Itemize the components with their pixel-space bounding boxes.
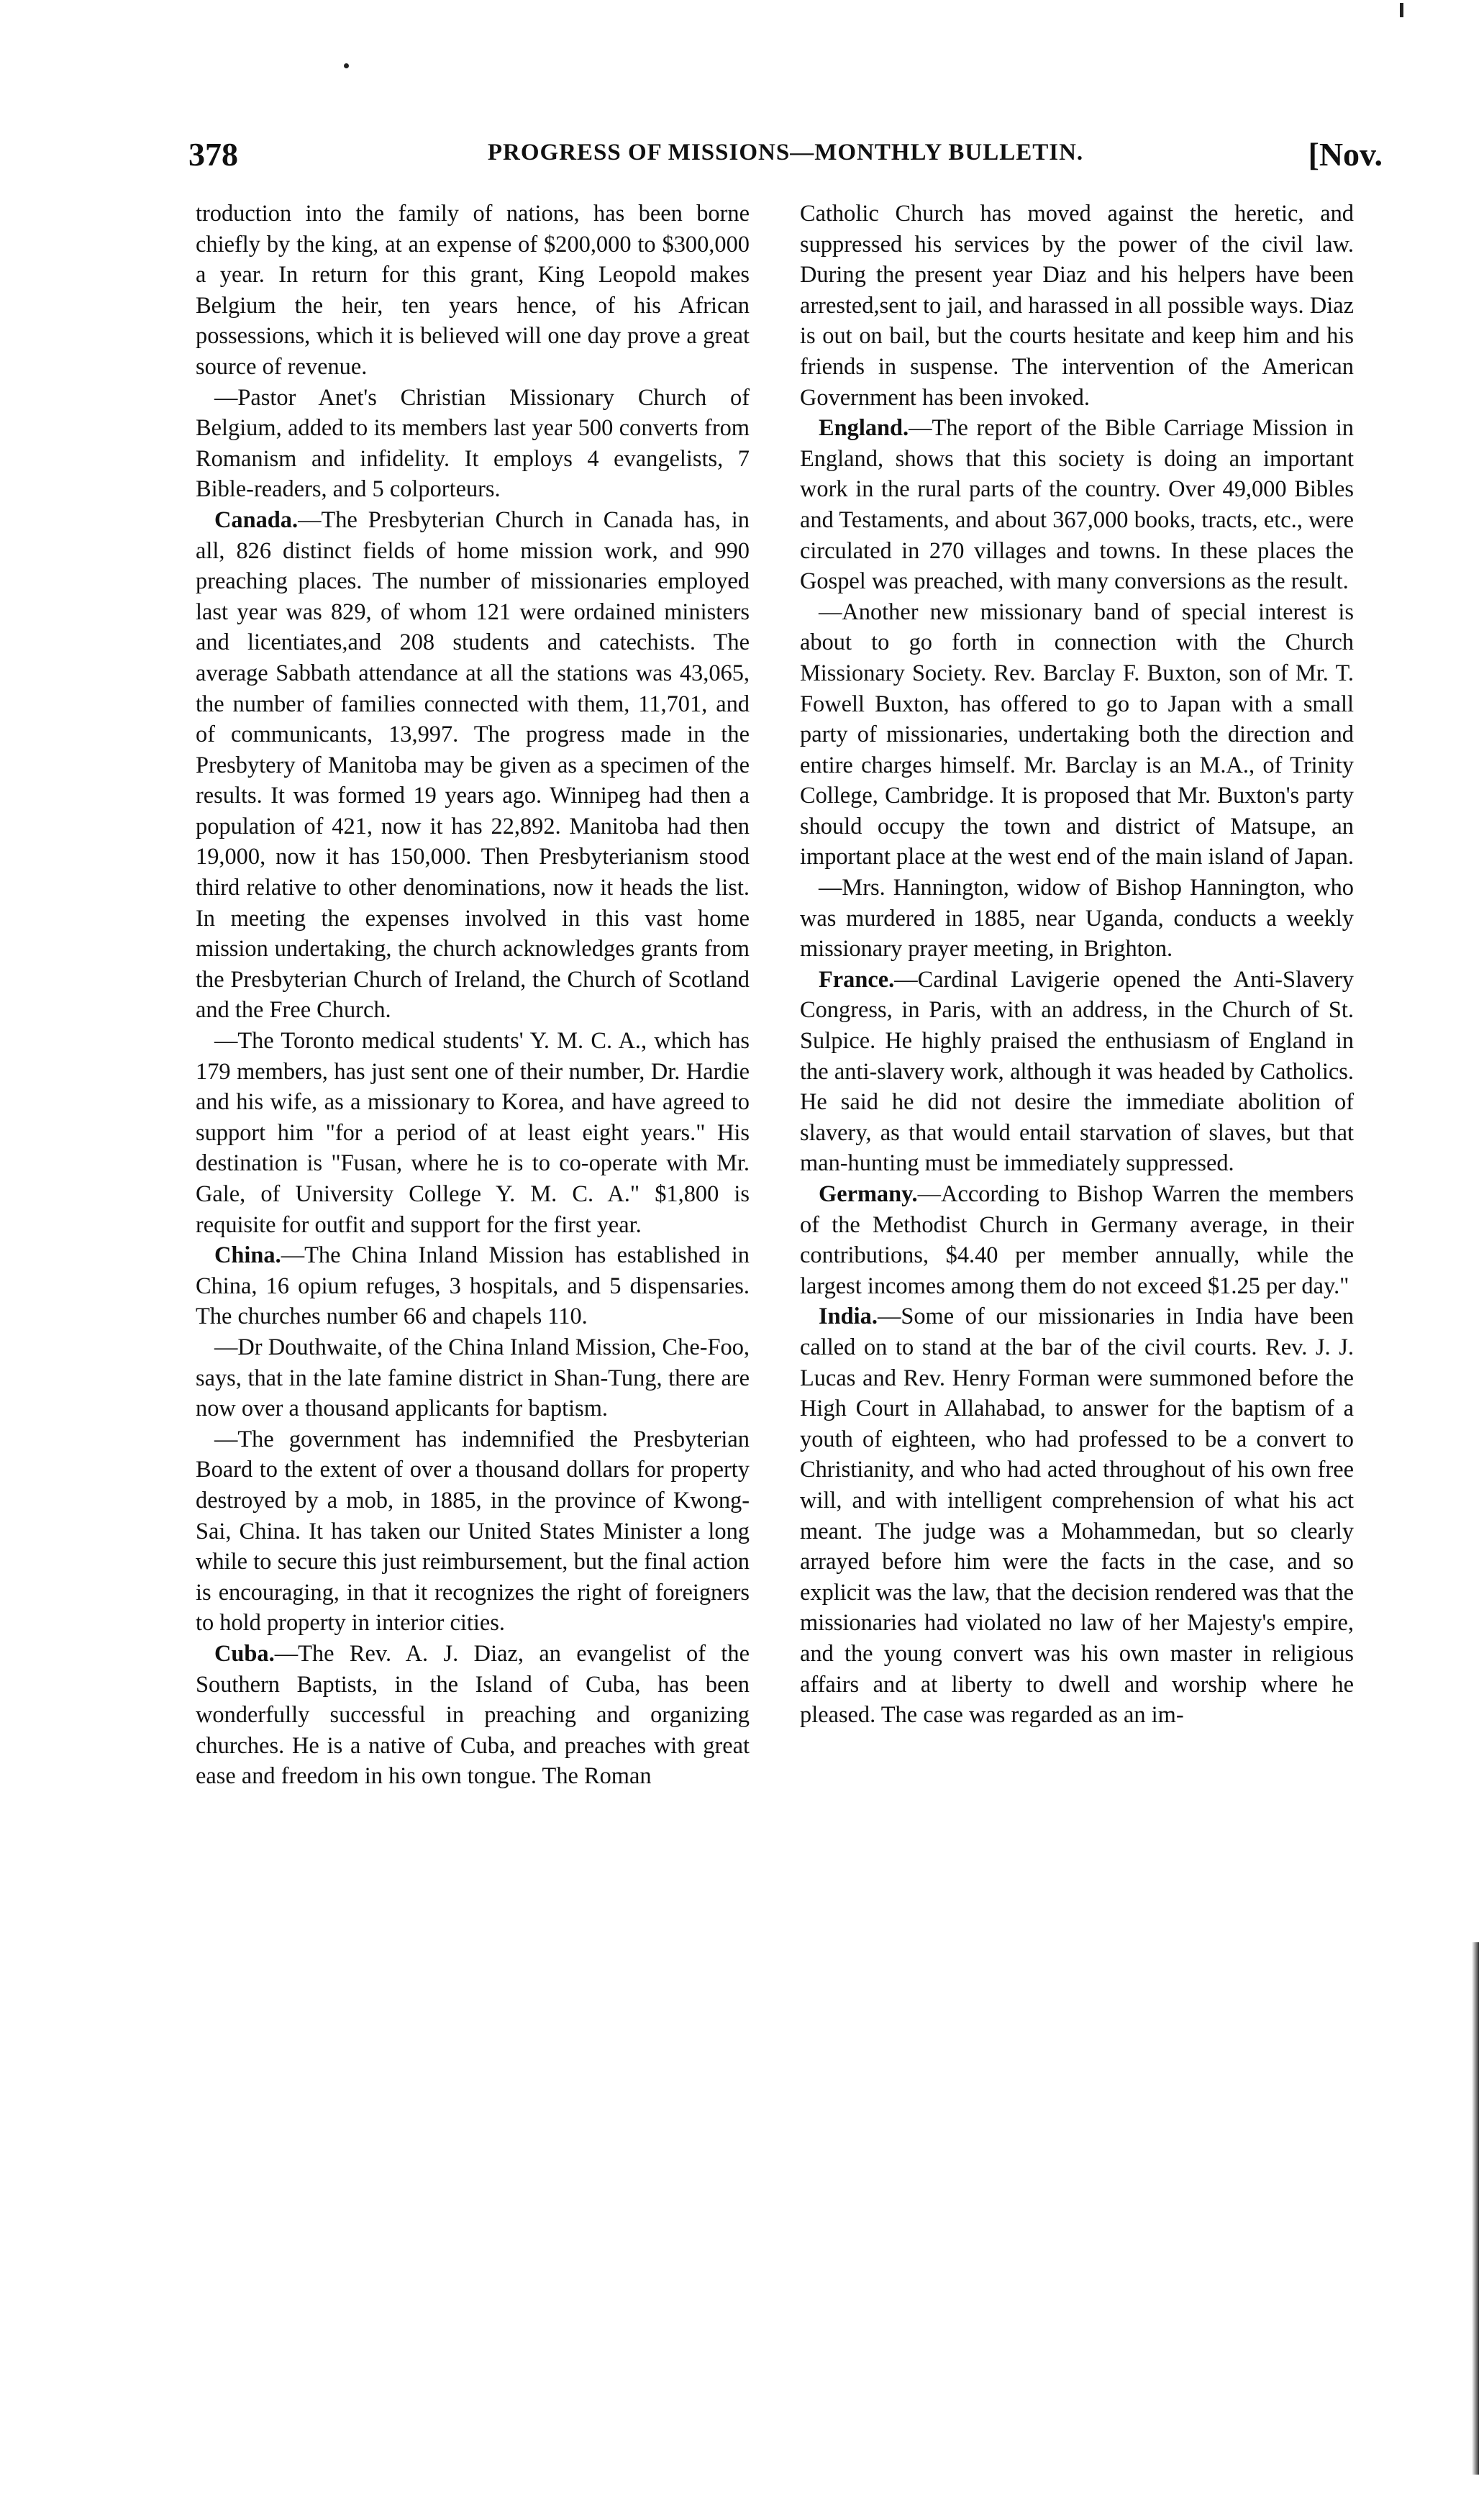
paragraph (196, 1424, 750, 1639)
paragraph-text: —Pastor Anet's Christian Missionary Church of Belgium, added to its members last year 500 converts from Romanism and infidelity. It employs 4 evangelists, 7 Bible-readers, and 5 colporteurs. (196, 384, 750, 503)
paragraph (196, 1026, 750, 1240)
paragraph (196, 1240, 750, 1332)
paragraph (196, 199, 750, 383)
paragraph-text: —Cardinal Lavigerie opened the Anti-Slavery Congress, in Paris, with an address, in the Church of St. Sulpice. He highly praised the enthusiasm of England in the anti-slavery work, although it was headed by Catholics. He said he did not desire the immediate abolition of slavery, as that would entail starvation of slaves, but that man-hunting must be immediately suppressed. (800, 966, 1354, 1177)
paragraph-text: —The Rev. A. J. Diaz, an evangelist of the Southern Baptists, in the Island of Cuba, has been wonderfully successful in preaching and organizing churches. He is a native of Cuba, and preaches with great ease and freedom in his own tongue. The Roman (196, 1640, 750, 1790)
right-column (800, 199, 1354, 1731)
paragraph-text: —Another new missionary band of special interest is about to go forth in connection with the Church Missionary Society. Rev. Barclay F. Buxton, son of Mr. T. Fowell Buxton, has offered to go to Japan with a small party of missionaries, undertaking both the direction and entire charges himself. Mr. Barclay is an M.A., of Trinity College, Cambridge. It is proposed that Mr. Buxton's party should occupy the town and district of Matsupe, an important place at the west end of the main island of Japan. (800, 599, 1354, 870)
paragraph-text: —The Presbyterian Church in Canada has, in all, 826 distinct fields of home mission work, and 990 preaching places. The number of missionaries employed last year was 829, of whom 121 were ordained ministers and licentiates,and 208 students and catechists. The average Sabbath attendance at all the stations was 43,065, the number of families connected with them, 11,701, and of communicants, 13,997. The progress made in the Presbytery of Manitoba may be given as a specimen of the results. It was formed 19 years ago. Winnipeg had then a population of 421, now it has 22,892. Manitoba had then 19,000, now it has 150,000. Then Presbyterianism stood third relative to other denominations, now it heads the list. In meeting the expenses involved in this vast home mission undertaking, the church acknowledges grants from the Presbyterian Church of Ireland, the Church of Scotland and the Free Church. (196, 506, 750, 1024)
page-header (188, 135, 1383, 178)
paragraph (800, 597, 1354, 873)
paragraph-text: —The Toronto medical students' Y. M. C. A., which has 179 members, has just sent one of their number, Dr. Hardie and his wife, as a missionary to Korea, and have agreed to support him "for a period of at least eight years." His destination is "Fusan, where he is to co-operate with Mr. Gale, of University College Y. M. C. A." $1,800 is requisite for outfit and support for the first year. (196, 1028, 750, 1238)
ink-speck (344, 63, 349, 68)
paragraph (800, 413, 1354, 597)
paragraph-text: —The report of the Bible Carriage Mission in England, shows that this society is doing an important work in the rural parts of the country. Over 49,000 Bibles and Testaments, and about 367,000 books, tracts, etc., were circulated in 270 villages and towns. In these places the Gospel was preached, with many conversions as the result. (800, 415, 1354, 595)
paragraph-text: —Mrs. Hannington, widow of Bishop Hannington, who was murdered in 1885, near Uganda, conducts a weekly missionary prayer meeting, in Brighton. (800, 875, 1354, 963)
section-lead: China. (214, 1242, 281, 1269)
paragraph-text: troduction into the family of nations, has been borne chiefly by the king, at an expense of $200,000 to $300,000 a year. In return for this grant, King Leopold makes Belgium the heir, ten years hence, of his African possessions, which it is believed will one day prove a great source of revenue. (196, 201, 750, 380)
paragraph-text: Catholic Church has moved against the heretic, and suppressed his services by the power of the civil law. During the present year Diaz and his helpers have been arrested,sent to jail, and harassed in all possible ways. Diaz is out on bail, but the courts hesitate and keep him and his friends in suspense. The intervention of the American Government has been invoked. (800, 201, 1354, 411)
paragraph (196, 505, 750, 1026)
section-lead: Canada. (214, 506, 299, 533)
page-edge-shadow (1472, 1942, 1479, 2475)
paragraph-text: —Some of our missionaries in India have been called on to stand at the bar of the civil courts. Rev. J. J. Lucas and Rev. Henry Forman were summoned before the High Court in Allahabad, to answer for the baptism of a youth of eighteen, who had professed to be a convert to Christianity, and who had acted throughout of his own free will, and with intelligent comprehension of what his act meant. The judge was a Mohammedan, but so clearly arrayed before him were the facts in the case, and so explicit was the law, that the decision rendered was that the missionaries had violated no law of her Majesty's empire, and the young convert was his own master in religious affairs and at liberty to dwell and worship where he pleased. The case was regarded as an im- (800, 1303, 1354, 1729)
page-number: 378 (188, 136, 238, 173)
paragraph (800, 965, 1354, 1179)
section-lead: France. (819, 966, 895, 993)
paragraph-text: —The government has indemnified the Presbyterian Board to the extent of over a thousand dollars for property destroyed by a mob, in 1885, in the province of Kwong-Sai, China. It has taken our United States Minister a long while to secure this just reimbursement, but the final action is encouraging, in that it recognizes the right of foreigners to hold property in interior cities. (196, 1426, 750, 1637)
paragraph (800, 1179, 1354, 1301)
paragraph (800, 199, 1354, 413)
paragraph-text: —The China Inland Mission has established in China, 16 opium refuges, 3 hospitals, and 5 dispensaries. The churches number 66 and chapels 110. (196, 1242, 750, 1330)
section-lead: Cuba. (214, 1640, 275, 1667)
paragraph (196, 383, 750, 505)
paragraph-text: —According to Bishop Warren the members of the Methodist Church in Germany average, in their contributions, $4.40 per member annually, while the largest incomes among them do not exceed $1.25 per day." (800, 1181, 1354, 1299)
paragraph (800, 1301, 1354, 1730)
paragraph (196, 1639, 750, 1792)
issue-month: [Nov. (1308, 136, 1383, 173)
ink-speck (1400, 3, 1403, 17)
left-column (196, 199, 750, 1792)
running-title: PROGRESS OF MISSIONS—MONTHLY BULLETIN. (487, 140, 1084, 165)
section-lead: England. (819, 415, 909, 442)
paragraph (196, 1332, 750, 1424)
paragraph-text: —Dr Douthwaite, of the China Inland Mission, Che-Foo, says, that in the late famine district in Shan-Tung, there are now over a thousand applicants for baptism. (196, 1334, 750, 1422)
section-lead: Germany. (819, 1181, 918, 1207)
section-lead: India. (819, 1303, 878, 1330)
paragraph (800, 873, 1354, 965)
